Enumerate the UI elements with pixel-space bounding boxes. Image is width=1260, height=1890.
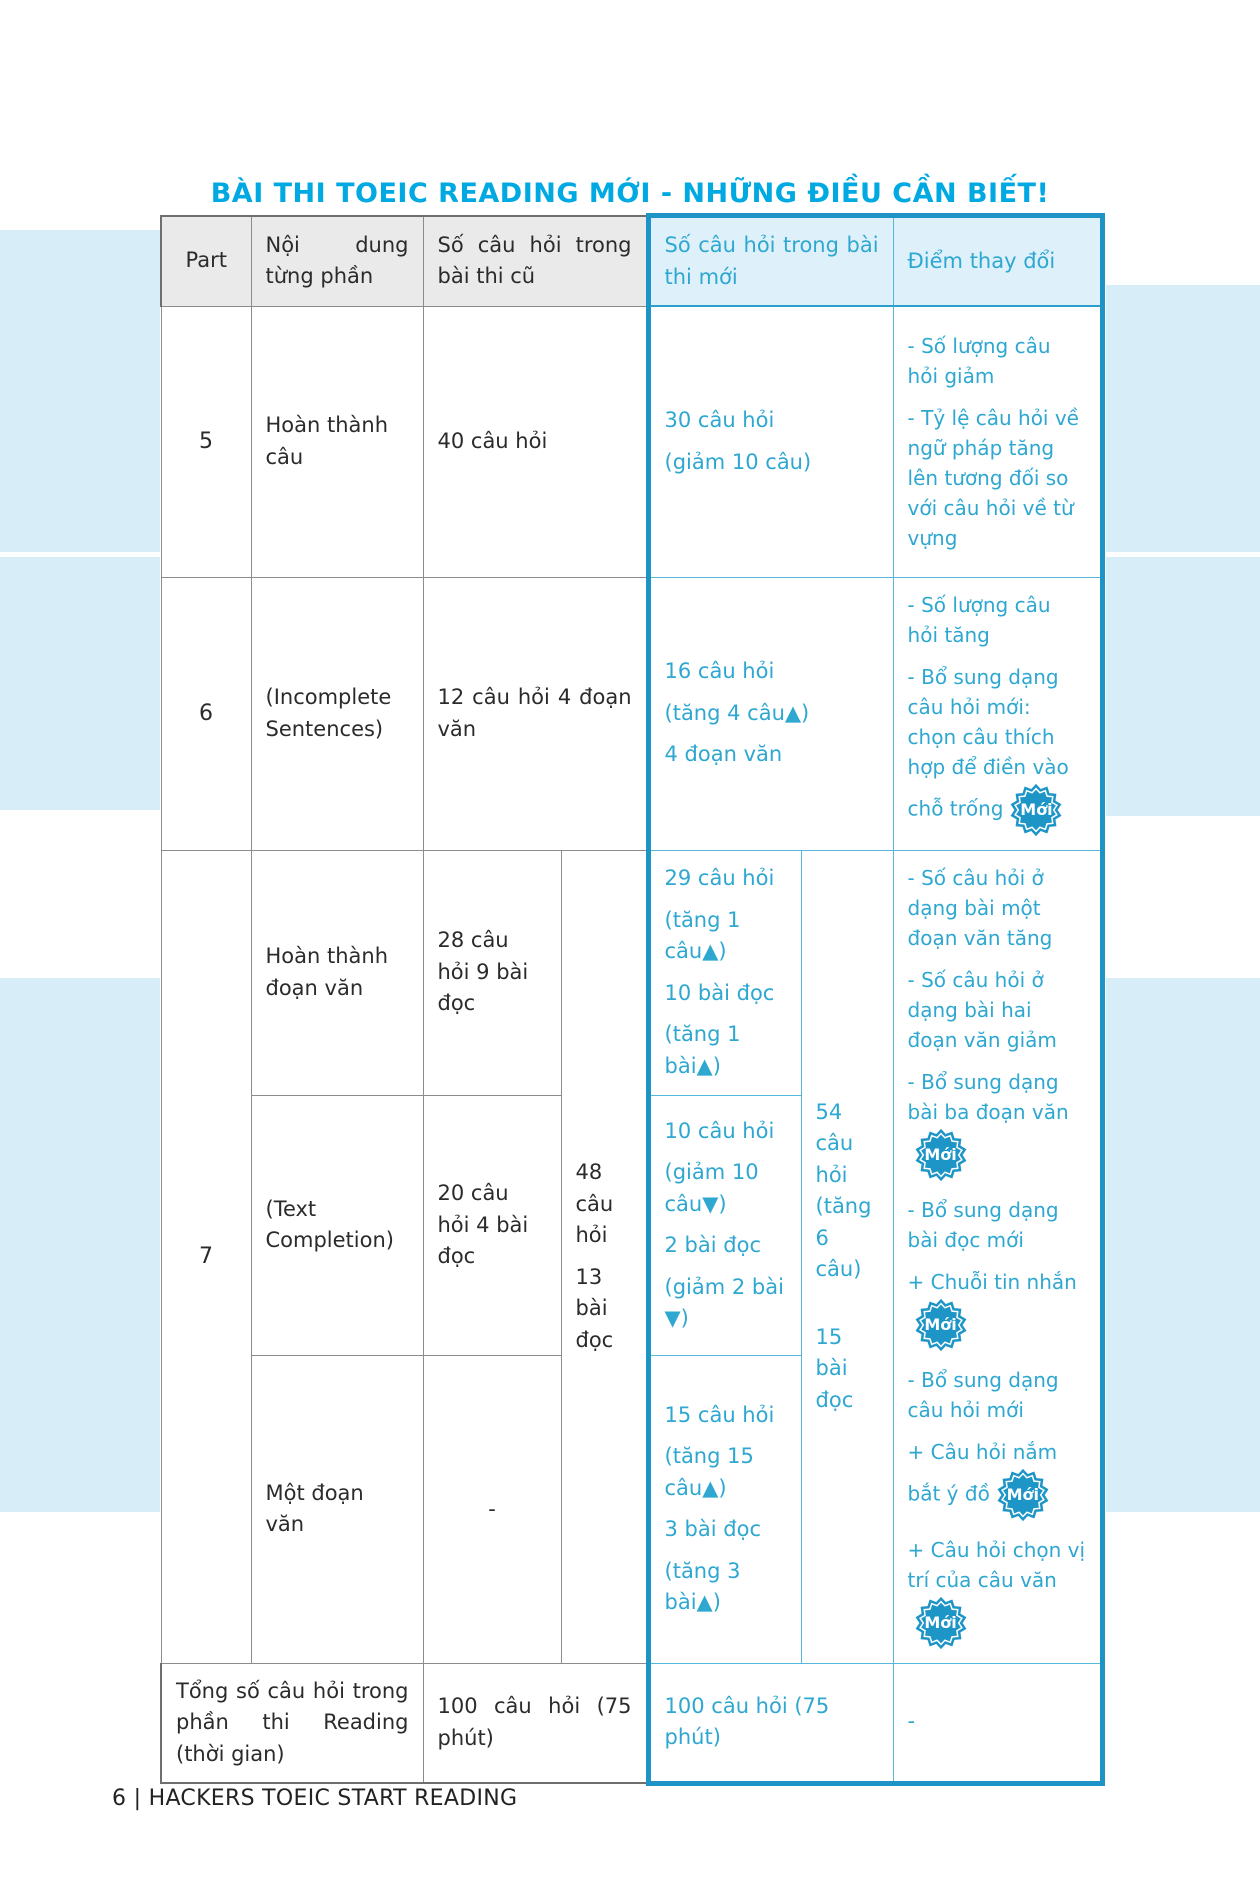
part7c-new: 15 câu hỏi (tăng 15 câu▲) 3 bài đọc (tăng 3 bài▲) [648,1356,801,1663]
moi-badge [1009,783,1063,837]
part6-new: 16 câu hỏi (tăng 4 câu▲) 4 đoạn văn [648,577,893,850]
part7a-new: 29 câu hỏi (tăng 1 câu▲) 10 bài đọc (tăng 1 bài▲) [648,850,801,1095]
moi-badge [996,1468,1050,1522]
part5-number: 5 [161,306,251,577]
part7b-old: 20 câu hỏi 4 bài đọc [423,1095,561,1355]
moi-badge-label: Mới [924,1612,957,1632]
part7-new-total: 54 câu hỏi (tăng 6 câu) 15 bài đọc [801,850,893,1663]
page-title: BÀI THI TOEIC READING MỚI - NHỮNG ĐIỀU CẦN BIẾT! [210,178,1050,209]
moi-badge-label: Mới [924,1144,957,1164]
part5-changes: - Số lượng câu hỏi giảm - Tỷ lệ câu hỏi về ngữ pháp tăng lên tương đối so với câu hỏi về từ vựng [893,306,1102,577]
header-part: Part [161,216,251,307]
table-header-row [161,216,1102,307]
part7b-new: 10 câu hỏi (giảm 10 câu▼) 2 bài đọc (giảm 2 bài ▼) [648,1095,801,1355]
part6-changes: - Số lượng câu hỏi tăng - Bổ sung dạng câu hỏi mới: chọn câu thích hợp để điền vào chỗ trống Mới [893,577,1102,850]
part7a-content: Hoàn thành đoạn văn [251,850,423,1095]
part7-row-a [161,850,1102,1095]
part6-number: 6 [161,577,251,850]
moi-badge-label: Mới [1006,1484,1040,1504]
moi-badge [914,1298,968,1352]
part6-content: (Incomplete Sentences) [251,577,423,850]
total-new: 100 câu hỏi (75 phút) [648,1663,893,1783]
part7b-content: (Text Completion) [251,1095,423,1355]
margin-band-left-2 [0,557,160,810]
margin-band-right-3 [1106,978,1260,1512]
toeic-reading-comparison-table [160,213,1105,1786]
margin-band-right-1 [1106,285,1260,552]
part7-changes: - Số câu hỏi ở dạng bài một đoạn văn tăng - Số câu hỏi ở dạng bài hai đoạn văn giảm - Bổ sung dạng bài ba đoạn văn Mới - Bổ sung dạng bài đọc mới + Chuỗi tin nhắn Mới - Bổ sung dạng câu hỏi mới + Câu hỏi nắm bắt ý đồ Mới + Câu hỏi chọn vị trí của câu văn Mới [893,850,1102,1663]
moi-badge [914,1596,968,1650]
part7-number: 7 [161,850,251,1663]
part6-row [161,577,1102,850]
part7-old-total: 48 câu hỏi 13 bài đọc [561,850,648,1663]
header-old-test: Số câu hỏi trong bài thi cũ [423,216,648,307]
part5-content: Hoàn thành câu [251,306,423,577]
margin-band-right-2 [1106,557,1260,816]
part7a-old: 28 câu hỏi 9 bài đọc [423,850,561,1095]
moi-badge [914,1128,968,1182]
part5-new: 30 câu hỏi (giảm 10 câu) [648,306,893,577]
total-row [161,1663,1102,1783]
part5-old: 40 câu hỏi [423,306,648,577]
page-footer: 6 | HACKERS TOEIC START READING [112,1786,518,1811]
total-old: 100 câu hỏi (75 phút) [423,1663,648,1783]
header-new-test: Số câu hỏi trong bài thi mới [648,216,893,307]
part7c-content: Một đoạn văn [251,1356,423,1663]
part7c-old: - [423,1356,561,1663]
moi-badge-label: Mới [1020,799,1053,819]
header-changes: Điểm thay đổi [893,216,1102,307]
total-label: Tổng số câu hỏi trong phần thi Reading (thời gian) [161,1663,423,1783]
part5-row [161,306,1102,577]
margin-band-left-1 [0,230,160,552]
moi-badge-label: Mới [924,1314,957,1334]
total-changes: - [893,1663,1102,1783]
part6-old: 12 câu hỏi 4 đoạn văn [423,577,648,850]
header-content: Nội dung từng phần [251,216,423,307]
margin-band-left-3 [0,978,160,1512]
